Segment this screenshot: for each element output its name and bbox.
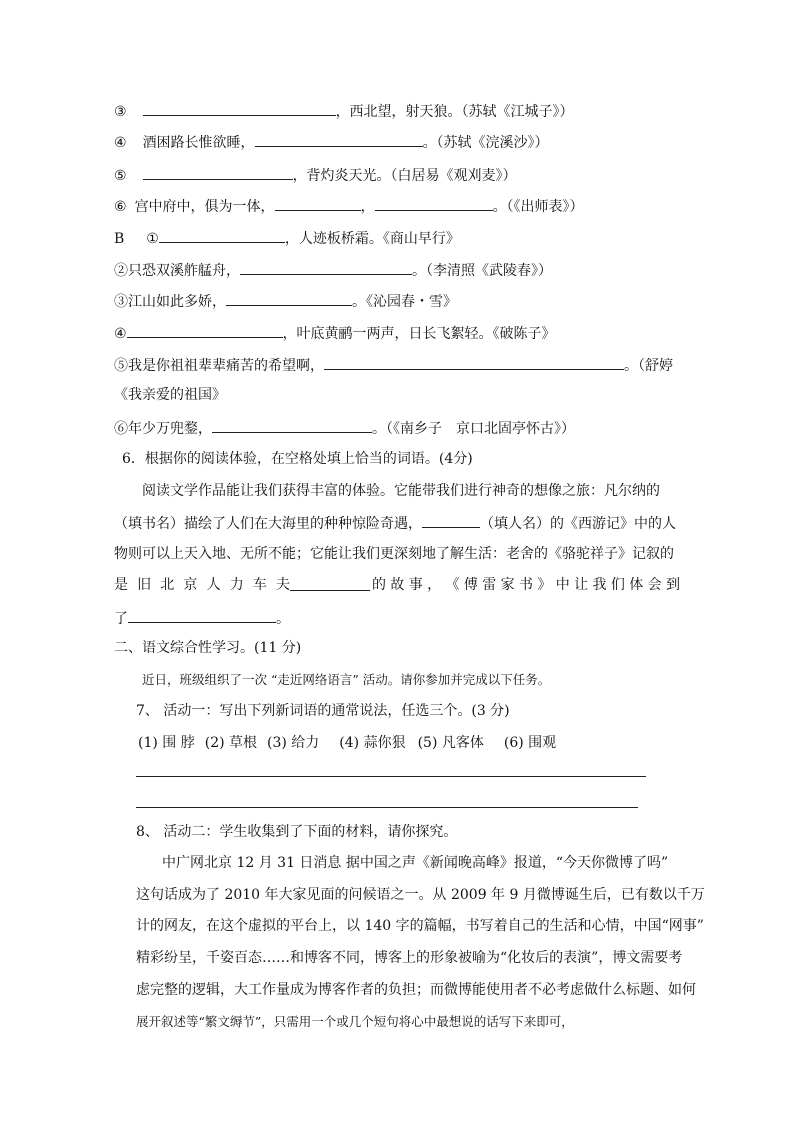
material-line-3: 计的网友，在这个虚拟的平台上，以 140 字的篇幅，书写着自己的生活和心情，中国“网事” xyxy=(136,918,704,934)
char: 旧 xyxy=(137,577,152,593)
answer-blank[interactable] xyxy=(240,259,412,275)
answer-blank[interactable] xyxy=(255,131,423,147)
question-6-line-3: 物则可以上天入地、无所不能；它能让我们更深刻地了解生活：老舍的《骆驼祥子》记叙的 xyxy=(114,546,674,562)
char: 京 xyxy=(183,577,198,593)
material-line-5: 虑完整的逻辑，大工作量成为博客作者的负担；而微博能使用者不必考虑做什么标题、如何 xyxy=(136,982,696,998)
item-number: ④ xyxy=(114,135,127,151)
char: 们 xyxy=(610,577,625,593)
question-8-title: 8、 活动二：学生收集到了下面的材料，请你探究。 xyxy=(136,824,458,840)
char: 车 xyxy=(252,577,267,593)
question-text: （填书名）描绘了人们在大海里的种种惊险奇遇， xyxy=(114,516,422,532)
char: 事 xyxy=(408,577,423,593)
answer-blank[interactable] xyxy=(275,195,361,211)
item-text: 。（李清照《武陵春》） xyxy=(412,263,552,279)
section-2-title: 二、语文综合性学习。(11 分) xyxy=(114,640,302,656)
answer-line[interactable] xyxy=(136,776,646,777)
item-text: ， xyxy=(360,199,375,215)
item-text: ，叶底黄鹂一两声，日长飞絮轻。《破陈子》 xyxy=(282,326,556,342)
item-a4 xyxy=(114,131,549,153)
answer-blank[interactable] xyxy=(127,322,283,338)
answer-blank[interactable] xyxy=(226,290,352,306)
term-item: (1) 围 脖 xyxy=(138,735,195,751)
term-item: (6) 围观 xyxy=(503,735,557,751)
char: 力 xyxy=(229,577,244,593)
item-text: 。《沁园春・雪》 xyxy=(352,294,457,310)
item-text: ③江山如此多娇， xyxy=(114,294,226,310)
item-text: ⑥年少万兜鍪， xyxy=(114,421,212,437)
char: 会 xyxy=(647,577,662,593)
item-text: 酒困路长惟欲睡， xyxy=(142,135,255,151)
item-text: ，人迹板桥霜。《商山早行》 xyxy=(284,231,460,247)
answer-line[interactable] xyxy=(136,807,638,808)
question-6-line-2 xyxy=(114,512,676,534)
char: 中 xyxy=(555,577,570,593)
question-text: 。 xyxy=(276,611,290,627)
item-number: ① xyxy=(146,231,159,247)
answer-blank[interactable] xyxy=(290,575,370,591)
item-text: ⑤我是你祖祖辈辈痛苦的希望啊， xyxy=(114,358,324,374)
term-item: (4) 蒜你狠 xyxy=(339,735,406,751)
item-text: 《我亲爱的祖国》 xyxy=(114,387,226,403)
question-6-line-1: 阅读文学作品能让我们获得丰富的体验。它能带我们进行神奇的想像之旅：凡尔纳的 xyxy=(142,483,660,499)
item-text: ④ xyxy=(114,326,127,342)
question-text: （填人名）的《西游记》中的人 xyxy=(480,516,676,532)
answer-blank[interactable] xyxy=(143,164,293,180)
item-a6 xyxy=(114,195,584,217)
material-line-2: 这句话成为了 2010 年大家见面的问候语之一。从 2009 年 9 月微博诞生后，已有数以千万 xyxy=(136,887,705,903)
answer-blank[interactable] xyxy=(375,195,493,211)
item-number: ⑤ xyxy=(114,168,127,184)
char: 故 xyxy=(390,577,405,593)
item-b5 xyxy=(114,354,673,376)
term-item: (5) 凡客体 xyxy=(417,735,484,751)
material-line-4: 精彩纷呈，千姿百态……和博客不同，博客上的形象被喻为“化妆后的表演”，博文需要考 xyxy=(136,950,683,966)
item-text: 。（《南乡子 京口北固亭怀古》） xyxy=(372,421,575,437)
item-b5-continued xyxy=(114,385,226,405)
item-number: ③ xyxy=(114,104,127,120)
question-text: 了 xyxy=(114,611,128,627)
item-number: ⑥ xyxy=(114,199,127,215)
char: 让 xyxy=(574,577,589,593)
answer-blank[interactable] xyxy=(128,607,276,623)
item-b4 xyxy=(114,322,556,344)
item-text: 。（舒婷 xyxy=(624,358,673,374)
material-line-6: 展开叙述等“繁文缛节”，只需用一个或几个短句将心中最想说的话写下来即可， xyxy=(136,1014,574,1029)
question-6-line-5 xyxy=(114,607,290,629)
item-b1 xyxy=(114,227,460,249)
term-item: (3) 给力 xyxy=(267,735,320,751)
item-b3 xyxy=(114,290,457,312)
char: 北 xyxy=(160,577,175,593)
answer-blank[interactable] xyxy=(422,512,480,528)
item-text: ，西北望，射天狼。（苏轼《江城子》） xyxy=(335,104,574,120)
item-text: ，背灼炎天光。（白居易《观刈麦》） xyxy=(292,168,517,184)
question-6-line-4-tail xyxy=(372,575,680,595)
question-6-title: 6．根据你的阅读体验，在空格处填上恰当的词语。(4分) xyxy=(122,451,473,467)
char: 《 xyxy=(445,577,460,593)
char: ， xyxy=(427,577,442,593)
char: 书 xyxy=(519,577,533,593)
char: 傅 xyxy=(463,577,478,593)
char: 的 xyxy=(372,577,386,593)
question-7-title: 7、 活动一：写出下列新词语的通常说法，任选三个。(3 分) xyxy=(136,703,510,719)
char: 》 xyxy=(537,577,552,593)
char: 家 xyxy=(500,577,515,593)
char: 夫 xyxy=(275,577,290,593)
answer-blank[interactable] xyxy=(324,354,624,370)
char: 我 xyxy=(592,577,607,593)
char: 雷 xyxy=(482,577,497,593)
answer-blank[interactable] xyxy=(159,227,285,243)
question-6-line-4-fill xyxy=(290,575,370,597)
item-text: 。（《出师表》） xyxy=(492,199,584,215)
question-6-line-4 xyxy=(114,575,290,595)
item-a5 xyxy=(114,164,517,186)
material-line-1: 中广网北京 12 月 31 日消息 据中国之声《新闻晚高峰》报道，“今天你微博了吗” xyxy=(162,855,669,871)
char: 是 xyxy=(114,577,128,593)
section-2-intro: 近日，班级组织了一次 “走近网络语言” 活动。请你参加并完成以下任务。 xyxy=(142,672,551,687)
item-a3 xyxy=(114,100,574,122)
item-prefix: B xyxy=(114,231,125,247)
answer-blank[interactable] xyxy=(143,100,336,116)
char: 人 xyxy=(206,577,221,593)
char: 到 xyxy=(666,577,680,593)
char: 体 xyxy=(629,577,644,593)
item-b6 xyxy=(114,417,575,439)
question-7-terms xyxy=(138,733,556,753)
item-b2 xyxy=(114,259,552,281)
answer-blank[interactable] xyxy=(212,417,372,433)
item-text: ②只恐双溪舴艋舟， xyxy=(114,263,240,279)
item-text: 。（苏轼《浣溪沙》） xyxy=(422,135,549,151)
item-text: 宫中府中，俱为一体， xyxy=(134,199,275,215)
term-item: (2) 草根 xyxy=(204,735,258,751)
